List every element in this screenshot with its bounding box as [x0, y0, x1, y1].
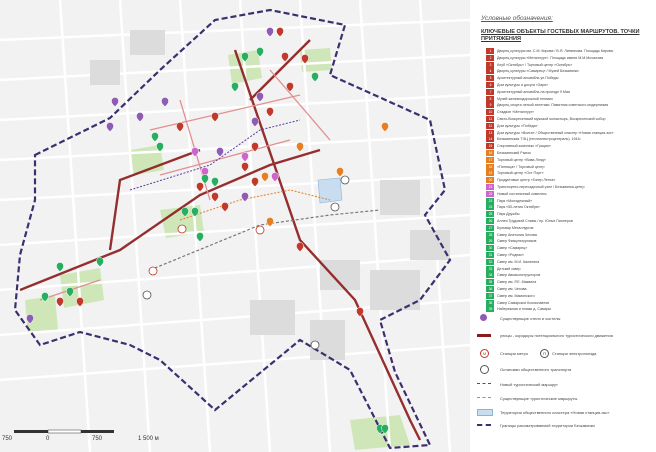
- attraction-number: 38: [488, 300, 493, 305]
- attraction-number: 2: [489, 55, 492, 60]
- attraction-number: 29: [488, 239, 493, 244]
- attraction-label: Сквер «Самарец»: [497, 246, 528, 251]
- attraction-label: Набережная и пляжи д. Самары: [497, 307, 552, 312]
- metro-station-icon: [256, 226, 264, 234]
- bus-stop-icon: [480, 365, 489, 374]
- attraction-label: Аллея Трудовой Славы / пр. Юных Пионеров: [497, 219, 573, 223]
- attraction-label: Свято-Воскресенский мужской монастырь, Воскресенский собор: [497, 117, 606, 121]
- attraction-label: Парк «50-летия Октября»: [497, 205, 540, 210]
- attraction-number: 30: [488, 246, 493, 251]
- attraction-label: Безымянская ТЭЦ (теплоэлектроцентраль). 1941г.: [497, 137, 582, 142]
- attraction-number: 39: [488, 307, 493, 312]
- attraction-label: Транспортно-пересадочный узел / Безымянка-центр: [497, 185, 585, 189]
- attraction-label: Дом культуры и досуга «Заря»: [497, 83, 548, 87]
- attraction-number: 5: [489, 76, 492, 81]
- attraction-label: Дом культуры «Волга» / Общественный кластер «Новая станция-экс»: [497, 130, 614, 135]
- attraction-number: 6: [489, 83, 492, 87]
- attraction-number: 27: [488, 225, 493, 230]
- attraction-label: «Пятница» / Торговый центр: [497, 164, 545, 169]
- attraction-number: 9: [489, 103, 492, 108]
- attraction-label: Стадион «Металлург»: [497, 110, 535, 115]
- metro-station-icon: [178, 225, 186, 233]
- attraction-number: 34: [488, 273, 493, 278]
- attraction-number: 35: [488, 280, 493, 285]
- attraction-label: Парк «Молодежный»: [497, 198, 533, 203]
- legend-panel: Условные обозначения: КЛЮЧЕВЫЕ ОБЪЕКТЫ ГОСТЕВЫХ МАРШРУТОВ. ТОЧКИ ПРИТЯЖЕНИЯ 1 Дворец культуры им. С.М. Кирова / В.Я. Литвинова. Площадь Кирова. 2 Дворец культуры «Металлург». Площадь имени М.М.Мочалова 3 Клуб «Октябрь» / Торговый центр «Октябрь» 4 Дворец культуры «Самарец» / Музей Безымянки 5 Архитектурный ансамбль ул.Победы 6 Дом культуры и досуга «Заря» 7 Архитектурный ансамбль на проезде 9 Мая 8 Музей железнодорожной техники 9 Дворец спорта легкой атлетики. Памятник советского модернизма 10 Стадион «Металлург» 11 Свято-Воскресенский мужской монастырь, Воскресенский собор 12 Дом культуры «Победа» 13 Дом культуры «Волга» / Общественный кластер «Новая станция-экс» 14 Безымянская ТЭЦ (теплоэлектроцентраль). 1941г. 15 Спортивный комплекс «Грация» 16 Безымянский Рынок 17 Торговый центр «Вива Лэнд» 18 «Пятница» / Торговый центр 19 Торговый центр «Ост Порт» 20 Продуктовые центр «Гипер Лента» 21 Транспортно-пересадочный узел / Безымянка-центр 22 Новый гостиничный комплекс 23 Парк «Молодежный» 24 Парк «50-летия Октября» 25 Парк Дружбы 26 Аллея Трудовой Славы / пр. Юных Пионеров 27 Бульвар Металлургов 28 Сквер Анатолия Чехова 29 Сквер Физкультурников 30 Сквер «Самарец» 31 Сквер «Родник» 32 Сквер им. М.И. Калинина 33 Детский сквер 34 Сквер Авиаконструкторов 35 Сквер им. Р.Е. Маквила 36 Сквер им. Чехова 37 Сквер им. Мамонского 38 Сквер Самарских Космонавтов 39 Набережная и пляжи д. Самары Существующие отели и хостелы улицы - коридоры потенциального туристического движения M Станции метро П Станции электропоезда Остановки общественного транспорта Новый туристический маршрут Существующие туристические маршруты Территория общественного кластера «Новая станция-экс» Границы рассматриваемой территории Безымянки: [470, 0, 656, 452]
- attraction-label: Дворец культуры «Металлург». Площадь имени М.М.Мочалова: [497, 55, 604, 60]
- attraction-label: Дворец культуры «Самарец» / Музей Безымянки: [497, 69, 579, 74]
- attraction-number: 25: [488, 212, 493, 217]
- attraction-label: Клуб «Октябрь» / Торговый центр «Октябрь»: [497, 62, 573, 67]
- attraction-number: 28: [488, 232, 493, 237]
- attraction-label: Сквер Анатолия Чехова: [497, 232, 537, 237]
- attraction-number: 33: [488, 266, 493, 271]
- attraction-number: 15: [488, 144, 493, 149]
- attraction-label: Безымянский Рынок: [497, 151, 531, 155]
- attraction-number: 17: [488, 157, 493, 162]
- attraction-label: Сквер «Родник»: [497, 253, 524, 257]
- attraction-label: Парк Дружбы: [497, 212, 520, 217]
- attraction-label: Сквер им. Мамонского: [497, 293, 535, 298]
- attraction-label: Сквер им. М.И. Калинина: [497, 259, 540, 264]
- scale-zero: 0: [46, 436, 50, 442]
- attraction-number: 23: [488, 198, 493, 203]
- attraction-number: 36: [488, 287, 493, 291]
- attraction-label: Музей железнодорожной техники: [497, 96, 553, 101]
- attraction-label: Дом культуры «Победа»: [497, 123, 538, 128]
- attraction-label: Бульвар Металлургов: [497, 225, 534, 230]
- attraction-number: 3: [489, 62, 492, 67]
- rail-station-icon: [143, 291, 151, 299]
- attraction-number: 16: [488, 151, 493, 155]
- scale-right: 1 500 м: [138, 436, 159, 442]
- scale-bar: [0, 428, 200, 452]
- attraction-number: 37: [488, 293, 493, 298]
- attraction-label: Архитектурный ансамбль ул.Победы: [497, 76, 559, 81]
- attraction-label: Торговый центр «Ост Порт»: [497, 171, 544, 176]
- attraction-number: 18: [488, 164, 493, 169]
- attraction-number: 10: [488, 110, 493, 115]
- attraction-label: Сквер им. Чехова: [497, 287, 527, 291]
- attraction-number: 14: [488, 137, 493, 142]
- attraction-number: 31: [488, 253, 493, 257]
- attraction-number: 24: [488, 205, 493, 210]
- scale-mid: 750: [92, 436, 103, 442]
- attraction-label: Архитектурный ансамбль на проезде 9 Мая: [497, 89, 570, 94]
- attraction-label: Детский сквер: [497, 266, 521, 271]
- attraction-number: 32: [488, 259, 493, 264]
- metro-icon: M: [480, 349, 489, 358]
- attraction-label: Торговый центр «Вива Лэнд»: [497, 157, 546, 162]
- attraction-number: 7: [489, 89, 492, 94]
- attraction-label: Дворец культуры им. С.М. Кирова / В.Я. Литвинова. Площадь Кирова.: [497, 49, 614, 53]
- rail-station-icon: [311, 341, 319, 349]
- attraction-number: 26: [488, 219, 493, 223]
- attraction-number: 21: [488, 185, 493, 189]
- rail-station-icon: [331, 203, 339, 211]
- attraction-label: Спортивный комплекс «Грация»: [497, 144, 551, 149]
- attraction-number: 19: [488, 171, 493, 176]
- attraction-number: 20: [488, 178, 493, 183]
- attraction-label: Сквер им. Р.Е. Маквила: [497, 280, 537, 285]
- attraction-label: Сквер Авиаконструкторов: [497, 273, 541, 278]
- hotel-icon: [480, 314, 487, 321]
- scale-left: 750: [2, 436, 13, 442]
- attraction-number: 8: [489, 96, 492, 101]
- attraction-number: 13: [488, 130, 493, 135]
- attraction-number: 11: [488, 117, 493, 121]
- attraction-label: Новый гостиничный комплекс: [497, 191, 547, 196]
- attraction-label: Сквер Самарских Космонавтов: [497, 300, 549, 305]
- attraction-number: 1: [489, 49, 492, 53]
- attraction-label: Дворец спорта легкой атлетики. Памятник советского модернизма: [497, 103, 608, 108]
- rail-station-icon: [341, 176, 349, 184]
- attraction-number: 4: [489, 69, 492, 74]
- attraction-number: 22: [488, 191, 493, 196]
- cluster-territory: [318, 178, 342, 203]
- legend-heading: КЛЮЧЕВЫЕ ОБЪЕКТЫ ГОСТЕВЫХ МАРШРУТОВ. ТОЧКИ ПРИТЯЖЕНИЯ: [481, 29, 640, 42]
- attraction-label: Продуктовые центр «Гипер Лента»: [497, 178, 556, 183]
- metro-station-icon: [149, 267, 157, 275]
- legend-title: Условные обозначения:: [481, 15, 553, 22]
- attraction-label: Сквер Физкультурников: [497, 239, 537, 244]
- attraction-number: 12: [488, 123, 493, 128]
- rail-icon: П: [540, 349, 549, 358]
